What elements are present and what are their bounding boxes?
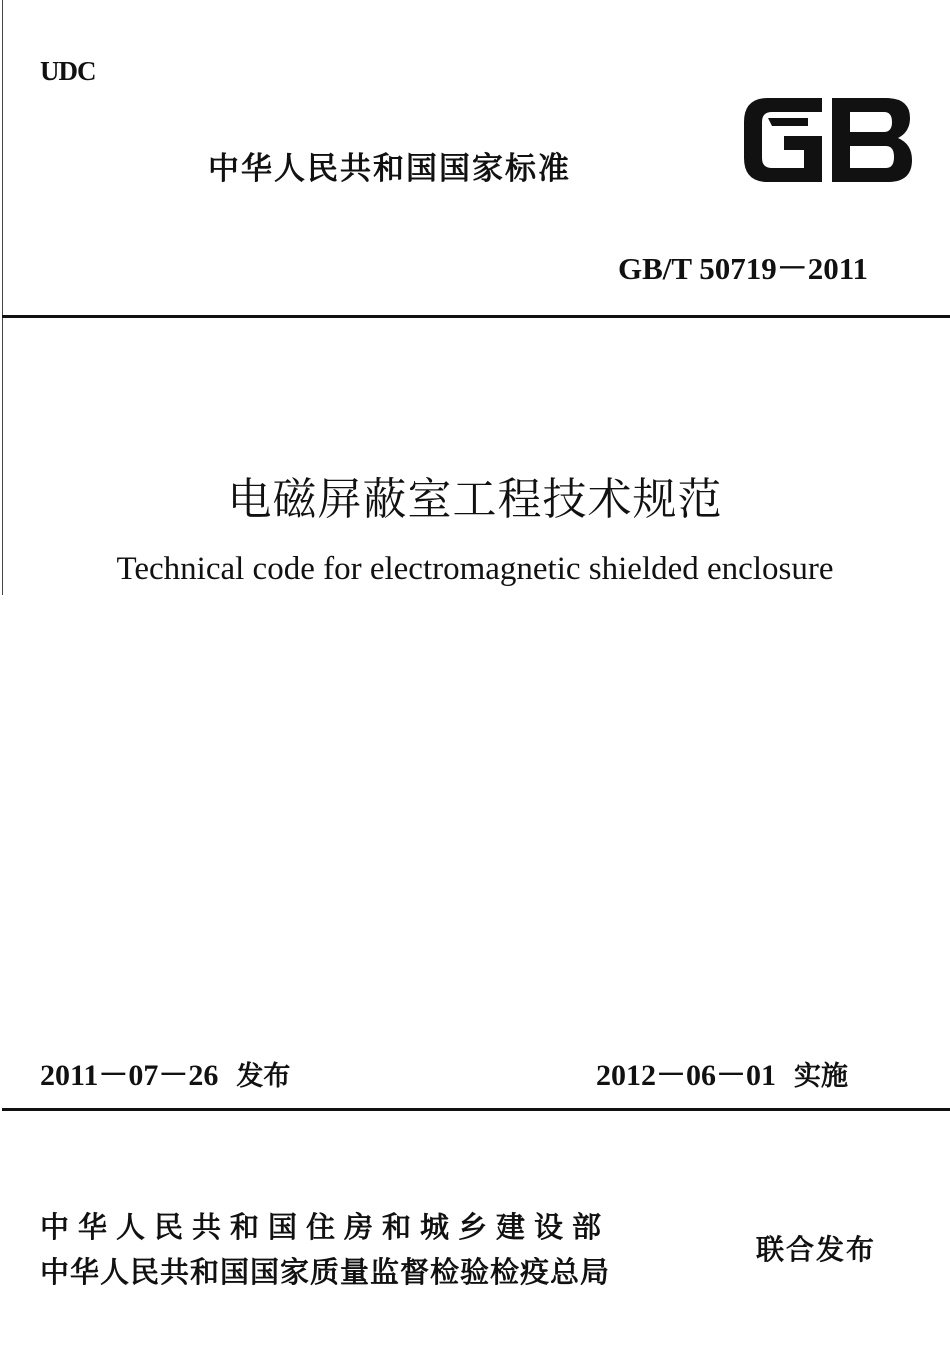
implementation-date: 2012－06－01 <box>596 1059 776 1092</box>
top-divider <box>2 315 950 318</box>
bottom-divider <box>2 1108 950 1111</box>
title-chinese: 电磁屏蔽室工程技术规范 <box>227 474 723 525</box>
title-english: Technical code for electromagnetic shielded enclosure <box>116 551 834 587</box>
gb-logo-g <box>744 98 822 182</box>
implementation-date-block <box>596 1050 848 1094</box>
udc-label: UDC <box>40 56 96 86</box>
gb-logo-g-inner <box>768 118 808 126</box>
gb-logo <box>738 92 916 188</box>
issue-label: 发布 <box>236 1061 291 1092</box>
implementation-label: 实施 <box>794 1061 848 1092</box>
issuer-aqsiq: 中华人民共和国国家质量监督检验检疫总局 <box>40 1255 611 1289</box>
standard-heading: 中华人民共和国国家标准 <box>208 151 571 187</box>
issue-date-block <box>40 1050 290 1094</box>
standard-number: GB/T 50719－2011 <box>618 251 869 286</box>
issuer-ministry-housing: 中华人民共和国住房和城乡建设部 <box>40 1210 611 1244</box>
gb-logo-b <box>832 98 912 182</box>
issue-date: 2011－07－26 <box>40 1059 219 1092</box>
joint-issue-label: 联合发布 <box>756 1233 877 1266</box>
